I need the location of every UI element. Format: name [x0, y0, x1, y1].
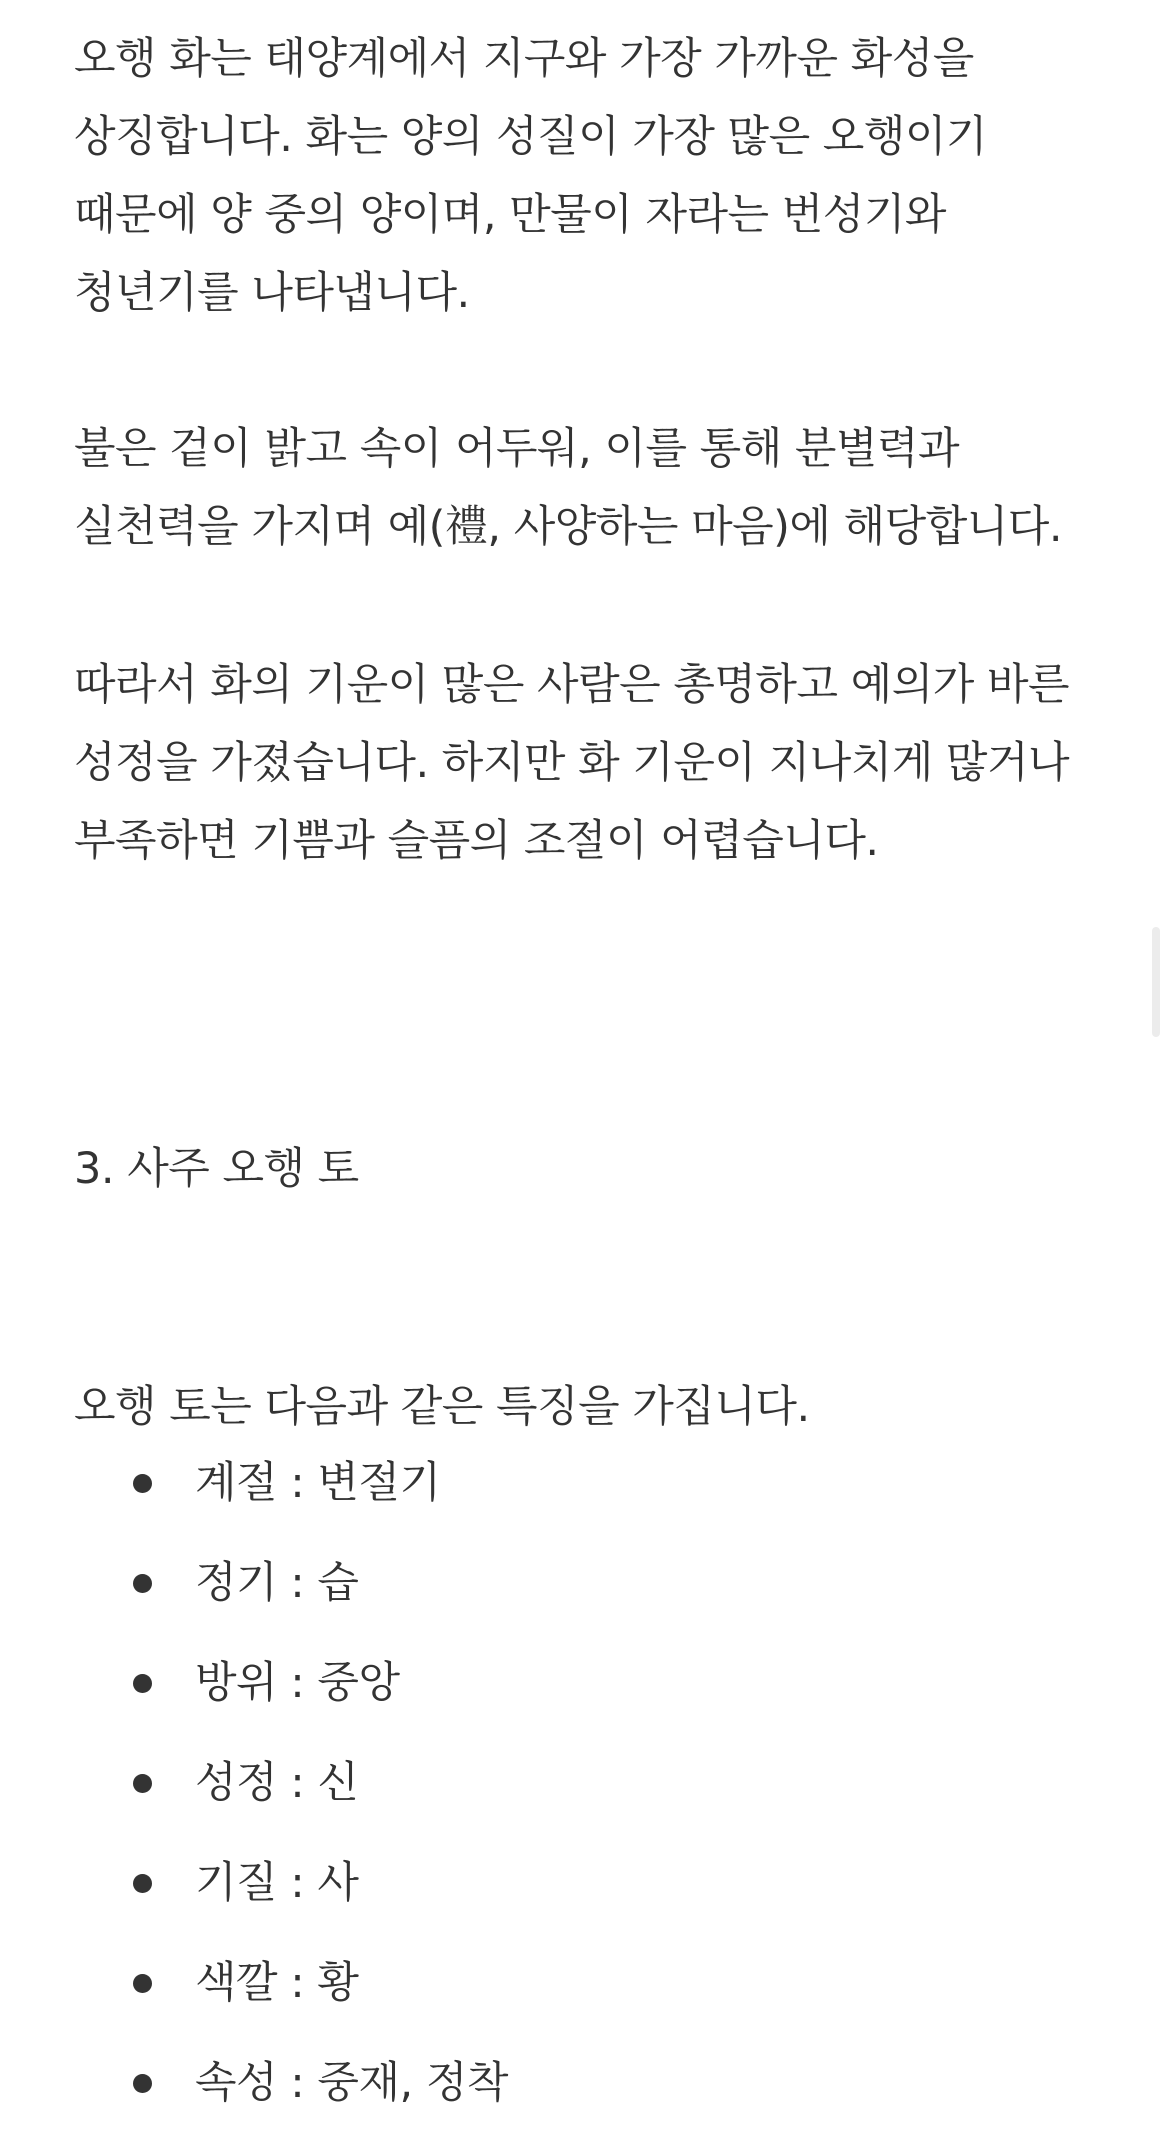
- bullet-icon: [133, 1774, 152, 1793]
- trait-text: 방위 : 중앙: [195, 1658, 400, 1708]
- trait-text: 정기 : 습: [195, 1558, 359, 1608]
- paragraph-fire-symbol: 오행 화는 태양계에서 지구와 가장 가까운 화성을 상징합니다. 화는 양의 성질이 가장 많은 오행이기 때문에 양 중의 양이며, 만물이 자라는 번성기와 청년기를 나타냅니다.: [74, 34, 987, 318]
- trait-text: 속성 : 중재, 정착: [195, 2058, 508, 2108]
- earth-intro: 오행 토는 다음과 같은 특징을 가집니다.: [74, 1382, 810, 1432]
- trait-text: 계절 : 변절기: [195, 1458, 441, 1508]
- bullet-icon: [133, 1674, 152, 1693]
- bullet-icon: [133, 1974, 152, 1993]
- trait-text: 성정 : 신: [195, 1758, 359, 1808]
- trait-text: 색깔 : 황: [195, 1958, 359, 2008]
- bullet-icon: [133, 1874, 152, 1893]
- section-heading: 3. 사주 오행 토: [74, 1144, 359, 1194]
- scrollbar-thumb[interactable]: [1152, 927, 1160, 1037]
- bullet-icon: [133, 1474, 152, 1493]
- bullet-icon: [133, 1574, 152, 1593]
- paragraph-fire-nature: 불은 겉이 밝고 속이 어두워, 이를 통해 분별력과 실천력을 가지며 예(禮, 사양하는 마음)에 해당합니다.: [74, 424, 1062, 552]
- trait-text: 기질 : 사: [195, 1858, 359, 1908]
- paragraph-fire-personality: 따라서 화의 기운이 많은 사람은 총명하고 예의가 바른 성정을 가졌습니다. 하지만 화 기운이 지나치게 많거나 부족하면 기쁨과 슬픔의 조절이 어렵습니다.: [74, 660, 1070, 866]
- bullet-icon: [133, 2074, 152, 2093]
